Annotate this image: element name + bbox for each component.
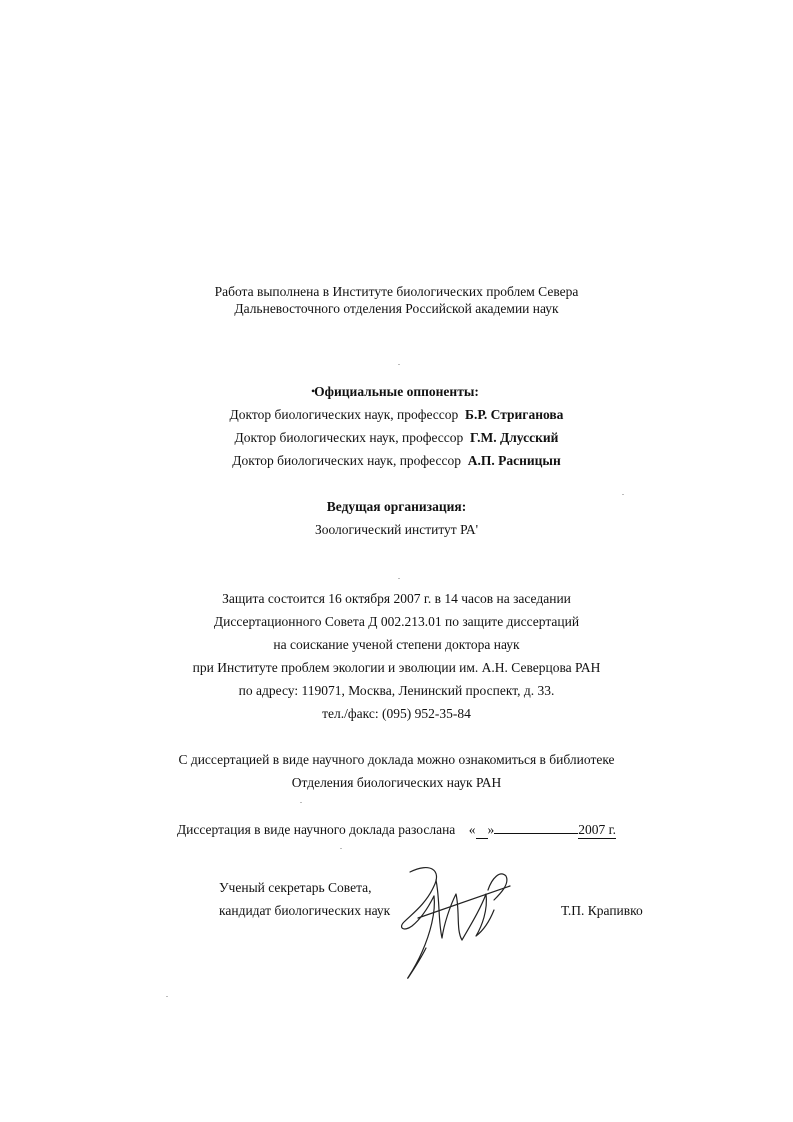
scan-speck — [340, 848, 342, 849]
opponent-3 — [0, 453, 793, 469]
scan-speck — [398, 578, 400, 579]
opponent-3-prefix: Доктор биологических наук, профессор — [232, 453, 461, 468]
defense-line-3: на соискание ученой степени доктора наук — [273, 637, 520, 652]
secretary-role-2: кандидат биологических наук — [219, 903, 391, 918]
defense-line-2: Диссертационного Совета Д 002.213.01 по защите диссертаций — [213, 614, 580, 629]
scan-speck — [622, 494, 624, 495]
distribution-text: Диссертация в виде научного доклада разослана — [176, 822, 456, 837]
opponent-1-name: Б.Р. Стриганова — [465, 407, 564, 422]
header-line-2: Дальневосточного отделения Российской академии наук — [234, 301, 559, 316]
defense-line-5: по адресу: 119071, Москва, Ленинский проспект, д. 33. — [238, 683, 555, 698]
library-line-1: С диссертацией в виде научного доклада можно ознакомиться в библиотеке — [178, 752, 615, 767]
opponent-1 — [0, 407, 793, 423]
opponent-2 — [0, 430, 793, 446]
defense-line-4: при Институте проблем экологии и эволюции им. А.Н. Северцова РАН — [192, 660, 601, 675]
handwritten-signature — [390, 860, 520, 990]
opponents-title: Официальные оппоненты: — [314, 384, 479, 399]
opponent-2-prefix: Доктор биологических наук, профессор — [234, 430, 464, 445]
library-line-2: Отделения биологических наук РАН — [291, 775, 502, 790]
opponent-2-name: Г.М. Длусский — [470, 430, 559, 445]
distribution-line — [0, 821, 793, 839]
defense-line-6: тел./факс: (095) 952-35-84 — [322, 706, 471, 721]
scan-speck — [300, 802, 302, 803]
date-blank — [494, 821, 578, 834]
scan-speck — [398, 364, 400, 365]
opponent-3-name: А.П. Расницын — [467, 453, 561, 468]
lead-org-name: Зоологический институт РА' — [314, 522, 479, 537]
secretary-role-1: Ученый секретарь Совета, — [219, 880, 372, 895]
distribution-quote-close: » — [487, 822, 495, 837]
lead-org-title: Ведущая организация: — [326, 499, 467, 514]
distribution-year: 2007 г. — [578, 822, 617, 837]
scan-speck — [166, 996, 168, 997]
secretary-name: Т.П. Крапивко — [561, 903, 643, 918]
distribution-quote-open: « — [468, 822, 476, 837]
opponent-1-prefix: Доктор биологических наук, профессор — [229, 407, 459, 422]
bullet-mark: • — [311, 384, 316, 398]
header-line-1: Работа выполнена в Институте биологических проблем Севера — [214, 284, 579, 299]
defense-line-1: Защита состоится 16 октября 2007 г. в 14 часов на заседании — [222, 591, 571, 606]
